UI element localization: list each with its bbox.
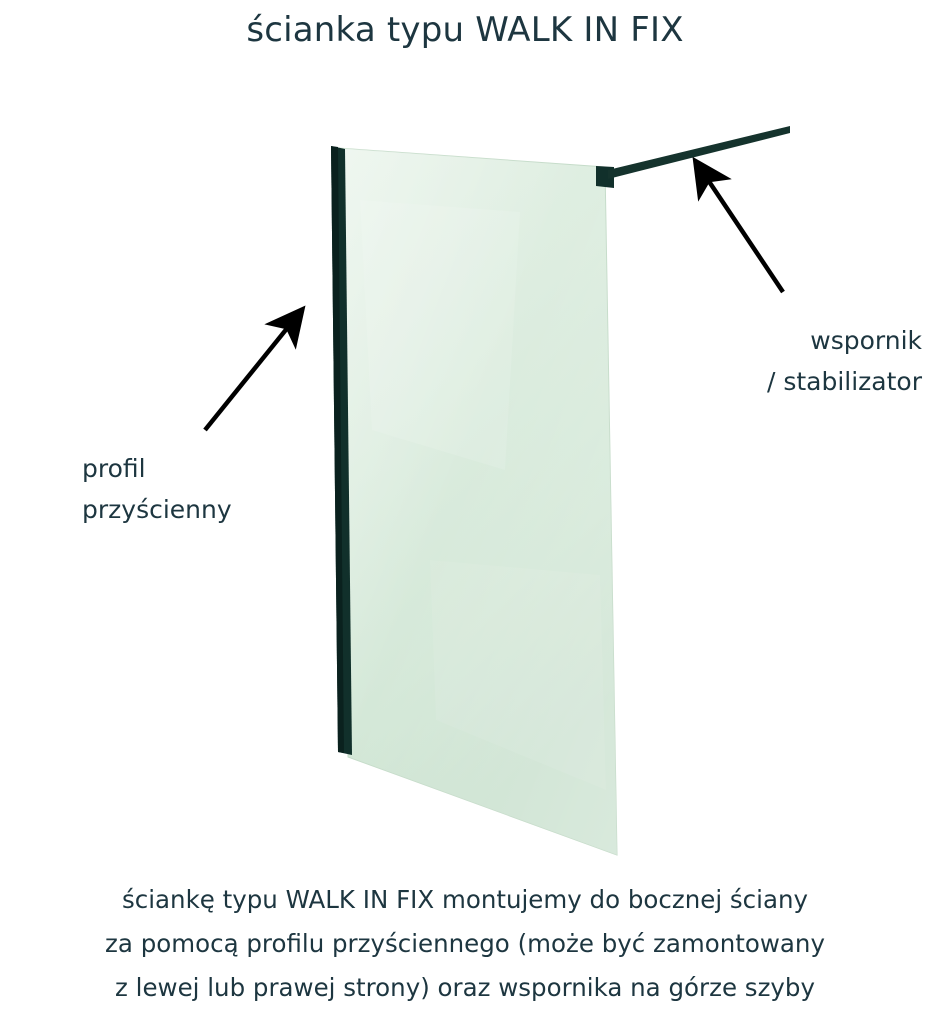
- caption: [0, 878, 930, 1010]
- label-wall-profile: [82, 448, 232, 530]
- arrow-to-support-bar: [700, 168, 783, 292]
- arrow-to-wall-profile: [205, 316, 297, 430]
- label-support-bar-line2: / stabilizator: [766, 367, 922, 396]
- label-support-bar-line1: wspornik: [810, 326, 922, 355]
- caption-line-1: ściankę typu WALK IN FIX montujemy do bocznej ściany: [121, 885, 808, 914]
- caption-line-3: z lewej lub prawej strony) oraz wspornika na górze szyby: [115, 973, 815, 1002]
- label-support-bar: [767, 320, 922, 402]
- glass-panel: [338, 148, 617, 855]
- label-wall-profile-line2: przyścienny: [82, 495, 232, 524]
- support-bar: [608, 126, 790, 179]
- page-title: ścianka typu WALK IN FIX: [246, 10, 684, 50]
- caption-line-2: za pomocą profilu przyściennego (może być zamontowany: [105, 929, 825, 958]
- label-wall-profile-line1: profil: [82, 454, 146, 483]
